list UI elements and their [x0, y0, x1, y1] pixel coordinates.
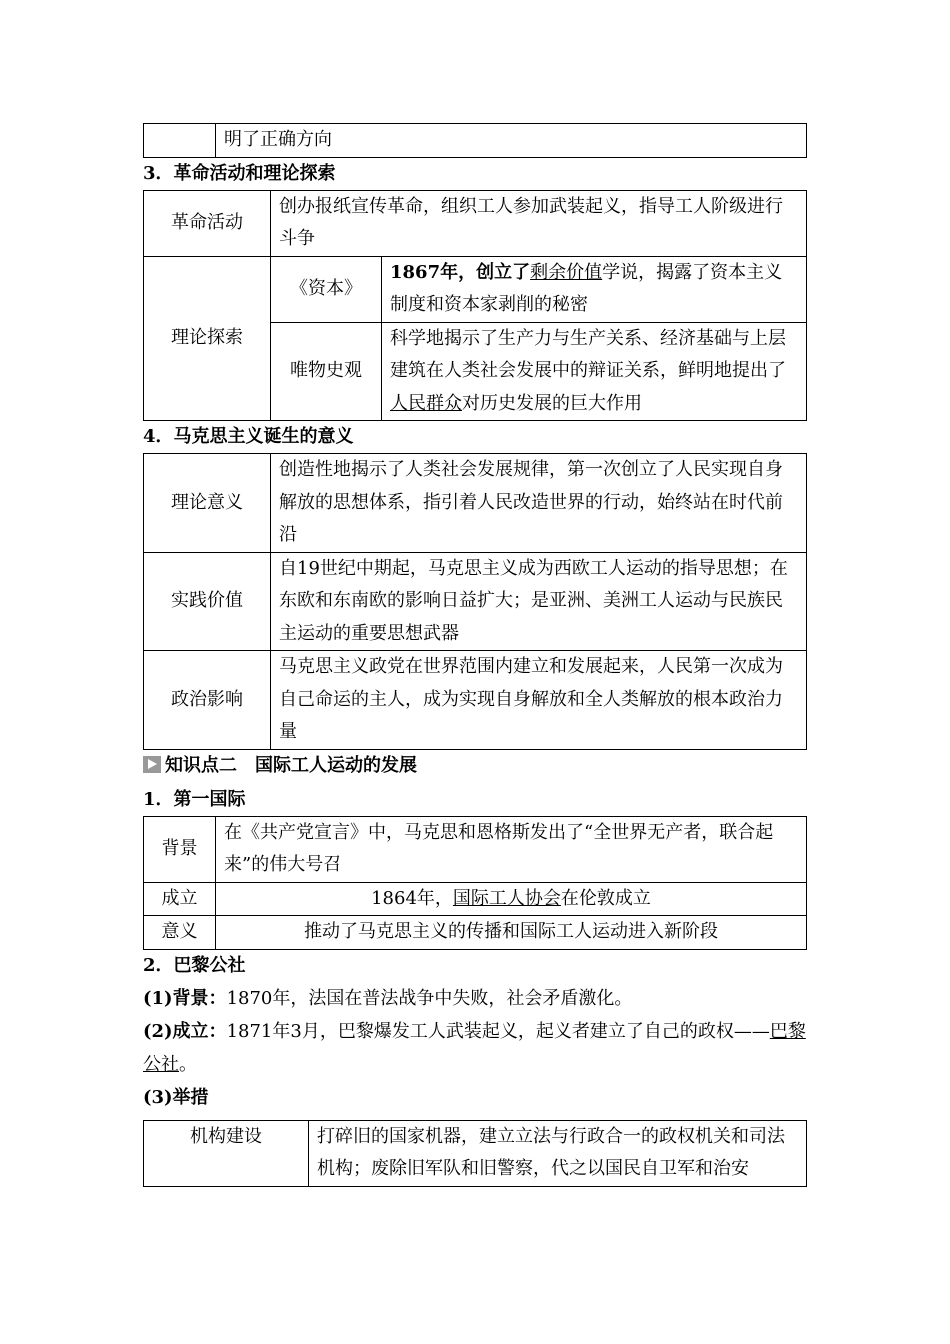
section-heading-paris-commune: 2．巴黎公社: [143, 954, 246, 976]
paragraph-label: (1)背景：: [143, 987, 227, 1009]
paragraph-establishment: [143, 1015, 807, 1081]
underlined-term: 国际工人协会: [452, 887, 561, 909]
measures-table: [143, 1120, 807, 1187]
table-row: [144, 1120, 807, 1186]
establishment-text: [216, 882, 807, 916]
section-heading-4: 4．马克思主义诞生的意义: [143, 426, 354, 447]
row-label: 成立: [144, 882, 216, 916]
table-row: [144, 882, 807, 916]
paragraph-text: 1871年3月，巴黎爆发工人武装起义，起义者建立了自己的政权——: [226, 1020, 770, 1042]
top-table: [143, 123, 807, 158]
section-heading-first-international: 1．第一国际: [143, 788, 246, 810]
paragraph-text: 。: [179, 1053, 197, 1075]
row-text: 在《共产党宣言》中，马克思和恩格斯发出了“全世界无产者，联合起来”的伟大号召: [216, 816, 807, 882]
text-run: 在伦敦成立: [560, 887, 651, 909]
first-international-table: [143, 816, 807, 950]
row-text: 推动了马克思主义的传播和国际工人运动进入新阶段: [216, 916, 807, 950]
text-run: 学说，揭露了资本主义制度和资本家剥削的秘密: [390, 261, 783, 315]
row-label: 革命活动: [144, 190, 271, 256]
row-label: 机构建设: [144, 1120, 309, 1186]
paragraph-text: 1870年，法国在普法战争中失败，社会矛盾激化。: [226, 987, 633, 1009]
significance-table: [143, 453, 807, 750]
row-text: 创办报纸宣传革命，组织工人参加武装起义，指导工人阶级进行斗争: [271, 190, 807, 256]
table-row: [144, 256, 807, 322]
document-page: [143, 123, 807, 1187]
paragraph-label: (2)成立：: [143, 1020, 227, 1042]
table-row: [144, 454, 807, 553]
paragraph-background: [143, 982, 807, 1015]
underlined-term: 人民群众: [390, 392, 462, 414]
table-row: [144, 552, 807, 651]
table-cell: 明了正确方向: [216, 124, 807, 158]
section-heading-3: 3．革命活动和理论探索: [143, 162, 336, 184]
row-label: 理论意义: [144, 454, 271, 553]
row-label: 理论探索: [144, 256, 271, 421]
row-label: 背景: [144, 816, 216, 882]
table-row: [144, 916, 807, 950]
table-row: [144, 124, 807, 158]
text-run: 科学地揭示了生产力与生产关系、经济基础与上层建筑在人类社会发展中的辩证关系，鲜明地提出了: [390, 327, 786, 381]
knowledge-point-heading: [143, 750, 807, 782]
underlined-term: 剩余价值: [530, 261, 603, 283]
table-row: [144, 651, 807, 750]
table-row: [144, 816, 807, 882]
paragraph-measures: (3)举措: [143, 1086, 209, 1108]
knowledge-point-title: 知识点二 国际工人运动的发展: [165, 754, 417, 776]
underlined-term: 巴黎公社: [143, 1020, 806, 1075]
text-run: 1867年，创立了: [390, 261, 531, 283]
sub-label: 《资本》: [271, 256, 382, 322]
text-run: 对历史发展的巨大作用: [462, 392, 642, 414]
text-run: 1864年，: [371, 887, 453, 909]
table-cell-empty: [144, 124, 216, 158]
row-label: 实践价值: [144, 552, 271, 651]
historical-materialism-text: [382, 322, 807, 421]
sub-label: 唯物史观: [271, 322, 382, 421]
row-label: 意义: [144, 916, 216, 950]
revolution-theory-table: [143, 190, 807, 422]
row-text: 自19世纪中期起，马克思主义成为西欧工人运动的指导思想；在东欧和东南欧的影响日益扩大；是亚洲、美洲工人运动与民族民主运动的重要思想武器: [271, 552, 807, 651]
row-text: 打碎旧的国家机器，建立立法与行政合一的政权机关和司法机构；废除旧军队和旧警察，代之以国民自卫军和治安: [309, 1120, 807, 1186]
play-triangle-icon: [143, 756, 161, 773]
table-row: [144, 190, 807, 256]
row-label: 政治影响: [144, 651, 271, 750]
capital-text: [382, 256, 807, 322]
row-text: 马克思主义政党在世界范围内建立和发展起来，人民第一次成为自己命运的主人，成为实现自身解放和全人类解放的根本政治力量: [271, 651, 807, 750]
row-text: 创造性地揭示了人类社会发展规律，第一次创立了人民实现自身解放的思想体系，指引着人民改造世界的行动，始终站在时代前沿: [271, 454, 807, 553]
